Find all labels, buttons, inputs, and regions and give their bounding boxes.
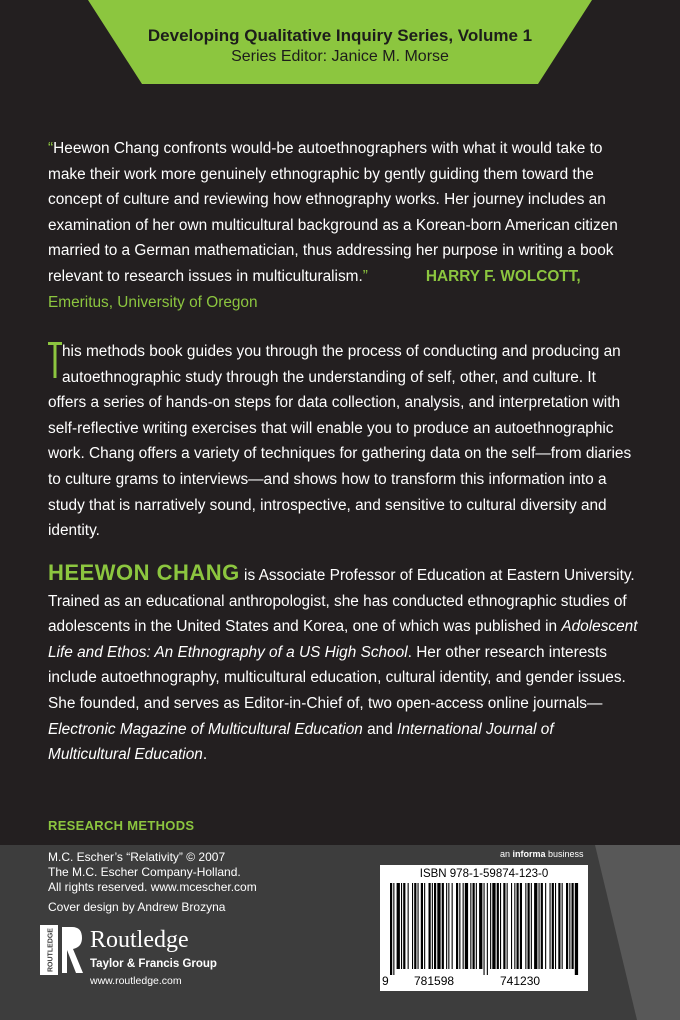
barcode-bar [437,883,440,969]
barcode-bar [470,883,471,969]
logo-vertical-text: ROUTLEDGE [47,928,55,972]
barcode-bar [517,883,519,969]
barcode-bar [414,883,416,969]
bio-book-title: Adolescent Life and Ethos: An Ethnography of a US High School [48,618,638,661]
informa-business-tag [500,849,584,859]
barcode-bar [520,883,522,969]
barcode-bar [442,883,444,969]
barcode-bars [390,883,580,975]
book-description [48,339,638,544]
barcode-bar [492,883,495,969]
barcode-bar [539,883,540,969]
bio-text-1: is Associate Professor of Education at Eastern University. Trained as an educational anthropologist, she has conducted ethnographic studies of adolescents in the United States and Korea, one of which was published in [48,567,635,636]
barcode-bar [528,883,530,969]
art-credit-line-3: All rights reserved. www.mcescher.com [48,880,257,894]
bio-journal-1: Electronic Magazine of Multicultural Education [48,720,363,738]
barcode-bar [490,883,491,969]
back-cover-footer [0,845,680,1020]
art-credit-line-1: M.C. Escher’s “Relativity” © 2007 [48,850,226,864]
isbn-number: ISBN 978-1-59874-123-0 [419,868,549,880]
publisher-url: www.routledge.com [90,975,182,987]
barcode-bar [479,883,482,969]
barcode-bar [500,883,501,969]
barcode-bar [429,883,431,969]
barcode-bar [434,883,436,969]
informa-suffix: business [545,849,584,859]
barcode-bar [401,883,402,969]
barcode-digit-prefix: 9 [382,974,389,988]
barcode-bar [452,883,453,969]
barcode-bar [503,883,505,969]
barcode-bar [418,883,419,969]
barcode-bar [448,883,449,969]
author-name: HEEWON CHANG [48,560,240,585]
barcode-bar [456,883,458,969]
isbn-barcode [380,865,588,991]
barcode-bar [476,883,477,969]
bio-text-3: and [362,720,398,738]
routledge-r-icon [60,925,86,975]
barcode-bar [572,883,574,969]
barcode-bar [511,883,512,969]
routledge-logo-mark [40,925,58,975]
attribution-name: HARRY F. WOLCOTT, [425,267,581,285]
attribution-affiliation: Emeritus, University of Oregon [48,293,258,311]
routledge-logo-icon [40,925,58,975]
art-credit-line-2: The M.C. Escher Company-Holland. [48,865,241,879]
barcode-bar [534,883,537,969]
barcode-bar [424,883,425,969]
barcode-bar [393,883,394,975]
barcode-bar [403,883,405,969]
drop-cap-t [48,342,62,378]
barcode-bar [525,883,526,969]
author-bio [48,560,638,768]
barcode-bar [575,883,578,975]
barcode-bar [463,883,464,969]
bio-journal-2: International Journal of Multicultural Education [48,720,554,764]
barcode-bar [484,883,485,975]
cover-design-credit: Cover design by Andrew Brozyna [48,900,226,914]
barcode-bar [397,883,400,969]
bio-text-2: . Her other research interests include autoethnography, multicultural education, cultural identity, and gender issues. She founded, and serves as Editor-in-Chief of, two open-access online journals— [48,643,626,712]
barcode-bar [514,883,515,969]
barcode-bar [555,883,556,969]
barcode-bar [531,883,532,969]
series-editor: Series Editor: Janice M. Morse [231,48,449,65]
barcode-digits-left: 781598 [414,974,455,988]
endorsement-quote [48,136,638,315]
barcode-bar [550,883,551,969]
barcode-bar [562,883,563,969]
barcode-bar [569,883,570,969]
quote-text: Heewon Chang confronts would-be autoethnographers with what it would take to make their work more genuinely ethnographic by gently guiding them toward the concept of culture and reviewing how ethnography works. Her journey includes an examination of her own multicultural background as a Korean-born American citizen married to a German mathematician, thus addressing her purpose in writing a book relevant to research issues in multiculturalism. [48,140,618,285]
informa-prefix: an [500,849,513,859]
barcode-bar [487,883,488,975]
series-banner [0,0,680,84]
barcode-bar [390,883,392,975]
quote-open-mark: “ [48,140,54,157]
barcode-bar [545,883,546,969]
barcode-bar [558,883,560,969]
barcode-bar [552,883,554,969]
barcode-bar [541,883,543,969]
barcode-bar [446,883,447,969]
subject-category: RESEARCH METHODS [48,818,195,833]
description-text: his methods book guides you through the process of conducting and producing an autoethnographic study through the understanding of self, other, and culture. It offers a series of hands-on steps for data collection, analysis, and interpretation with self-reflective writing exercises that will enable you to produce an autoethnographic work. Chang offers a variety of techniques for gathering data on the self—from diaries to culture grams to interviews—and shows how to transform this information into a study that is narratively sound, introspective, and sensitive to cultural diversity and identity. [48,343,632,540]
bio-text-4: . [202,746,208,764]
informa-brand: informa [512,849,546,859]
barcode-bar [465,883,468,969]
barcode-bar [473,883,475,969]
barcode-bar [408,883,409,969]
barcode-bar [497,883,499,969]
barcode-bar [566,883,568,969]
barcode-bar [432,883,433,969]
quote-close-mark: ” [362,267,368,285]
barcode-bar [459,883,460,969]
barcode-bar [507,883,508,969]
barcode-bar [412,883,413,969]
publisher-name: Routledge [90,927,189,953]
barcode-digits-right: 741230 [500,974,541,988]
series-title: Developing Qualitative Inquiry Series, Volume 1 [147,26,533,45]
barcode-bar [421,883,423,969]
publisher-group: Taylor & Francis Group [90,958,217,970]
